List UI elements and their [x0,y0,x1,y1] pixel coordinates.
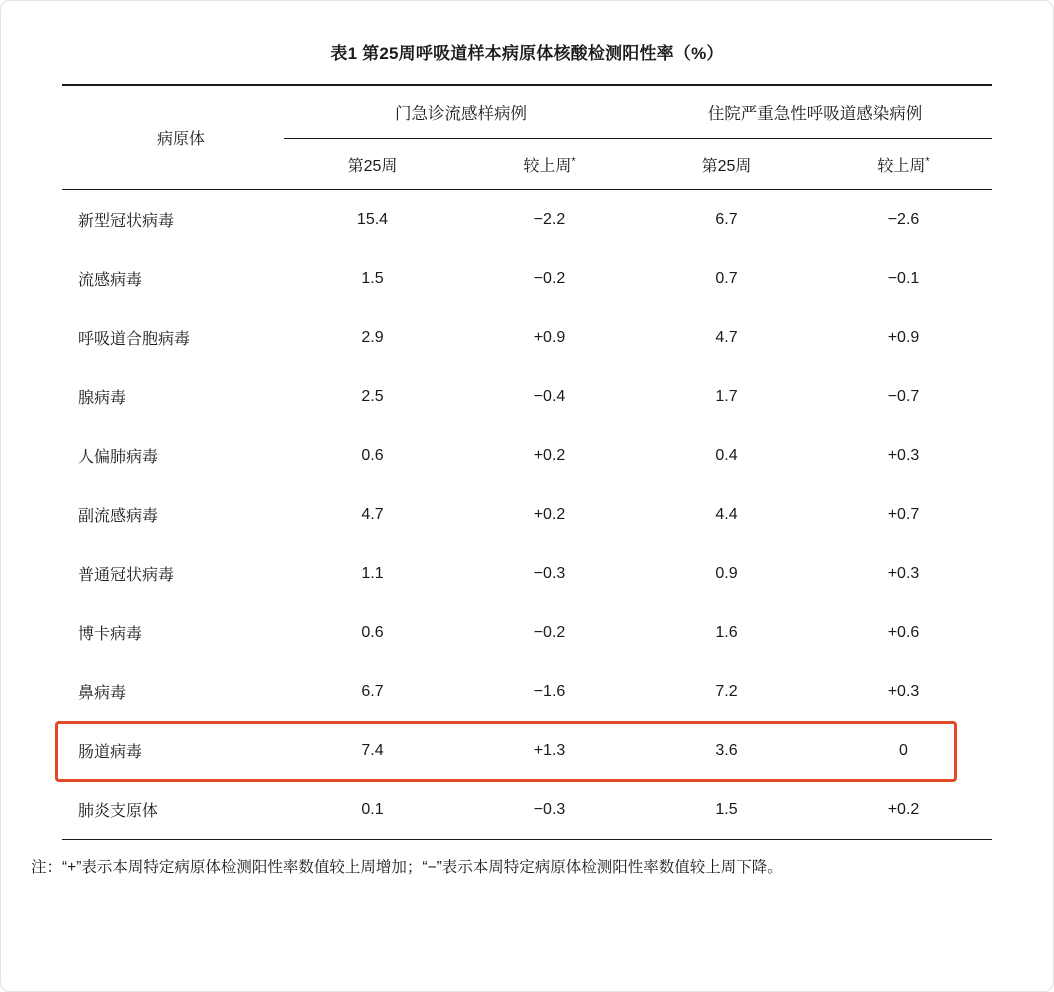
row-label: 普通冠状病毒 [78,567,175,584]
cell-inpatient-change: +0.3 [887,446,920,464]
table-row [62,603,992,662]
cell-outpatient-week: 2.5 [361,387,384,405]
table-row [62,426,992,485]
cell-outpatient-week: 7.4 [361,741,384,759]
cell-inpatient-change: −0.7 [887,387,920,405]
cell-inpatient-week: 0.9 [715,564,738,582]
table-row [62,249,992,308]
table-row [62,367,992,426]
cell-outpatient-week: 0.6 [361,623,384,641]
cell-inpatient-week: 4.7 [715,328,738,346]
cell-inpatient-change: +0.3 [887,564,920,582]
subheader-sup: * [925,155,930,168]
column-group-inpatient: 住院严重急性呼吸道感染病例 [707,105,923,123]
cell-inpatient-week: 1.7 [715,387,738,405]
cell-inpatient-week: 4.4 [715,505,738,523]
cell-inpatient-week: 0.4 [715,446,738,464]
subheader-label: 较上周 [877,157,926,175]
cell-outpatient-change: −0.2 [533,269,566,287]
cell-inpatient-week: 1.6 [715,623,738,641]
cell-inpatient-week: 3.6 [715,741,738,759]
cell-inpatient-change: +0.6 [887,623,920,641]
table-title: 表1 第25周呼吸道样本病原体核酸检测阳性率（%） [330,44,724,63]
cell-outpatient-change: −0.2 [533,623,566,641]
row-label: 人偏肺病毒 [78,449,159,466]
cell-outpatient-change: −1.6 [533,682,566,700]
column-header-outpatient-change [461,139,638,190]
cell-outpatient-change: −0.3 [533,564,566,582]
row-label: 鼻病毒 [78,685,127,702]
cell-outpatient-week: 15.4 [356,210,389,228]
cell-inpatient-change: 0 [899,741,908,759]
column-header-outpatient-week [284,139,461,190]
cell-outpatient-change: −0.4 [533,387,566,405]
cell-outpatient-week: 0.1 [284,780,461,840]
cell-inpatient-week: 6.7 [715,210,738,228]
subheader-label: 第25周 [347,157,398,175]
cell-inpatient-change: +0.9 [887,328,920,346]
cell-outpatient-week: 0.6 [361,446,384,464]
cell-outpatient-change: −2.2 [533,210,566,228]
row-label: 肺炎支原体 [62,780,284,840]
pathogen-positivity-table [62,84,992,840]
subheader-label: 较上周 [523,157,572,175]
row-label: 呼吸道合胞病毒 [78,331,191,348]
row-label: 流感病毒 [78,272,143,289]
cell-inpatient-change: +0.2 [815,780,992,840]
cell-outpatient-change: +0.9 [533,328,566,346]
table-row [62,308,992,367]
cell-outpatient-change: +0.2 [533,446,566,464]
cell-outpatient-week: 6.7 [361,682,384,700]
cell-inpatient-week: 1.5 [638,780,815,840]
row-label: 新型冠状病毒 [78,213,175,230]
column-header-inpatient-week [638,139,815,190]
column-group-outpatient: 门急诊流感样病例 [395,105,527,123]
cell-outpatient-week: 1.1 [361,564,384,582]
row-label: 副流感病毒 [78,508,159,525]
row-label: 博卡病毒 [78,626,143,643]
column-header-pathogen: 病原体 [156,131,205,148]
table-row [62,780,992,840]
subheader-label: 第25周 [701,157,752,175]
document-body [1,1,1053,881]
cell-inpatient-week: 7.2 [715,682,738,700]
table-row [62,485,992,544]
row-label: 腺病毒 [78,390,127,407]
table-body [62,190,992,840]
cell-outpatient-week: 1.5 [361,269,384,287]
cell-outpatient-week: 2.9 [361,328,384,346]
cell-inpatient-change: +0.7 [887,505,920,523]
table-row [62,190,992,250]
cell-inpatient-change: +0.3 [887,682,920,700]
cell-outpatient-change: +1.3 [533,741,566,759]
cell-inpatient-change: −0.1 [887,269,920,287]
column-header-inpatient-change [815,139,992,190]
subheader-sup: * [571,155,576,168]
header-group-row [62,86,992,138]
cell-inpatient-week: 0.7 [715,269,738,287]
table-footnote: 注：“+”表示本周特定病原体检测阳性率数值较上周增加；“−”表示本周特定病原体检测阳性率数值较上周下降。 [31,859,783,876]
table-head [62,85,992,190]
cell-outpatient-change: +0.2 [533,505,566,523]
cell-inpatient-change: −2.6 [887,210,920,228]
row-label: 肠道病毒 [78,744,143,761]
table-row-highlighted [62,721,992,780]
cell-outpatient-week: 4.7 [361,505,384,523]
table-row [62,662,992,721]
table-row [62,544,992,603]
cell-outpatient-change: −0.3 [461,780,638,840]
